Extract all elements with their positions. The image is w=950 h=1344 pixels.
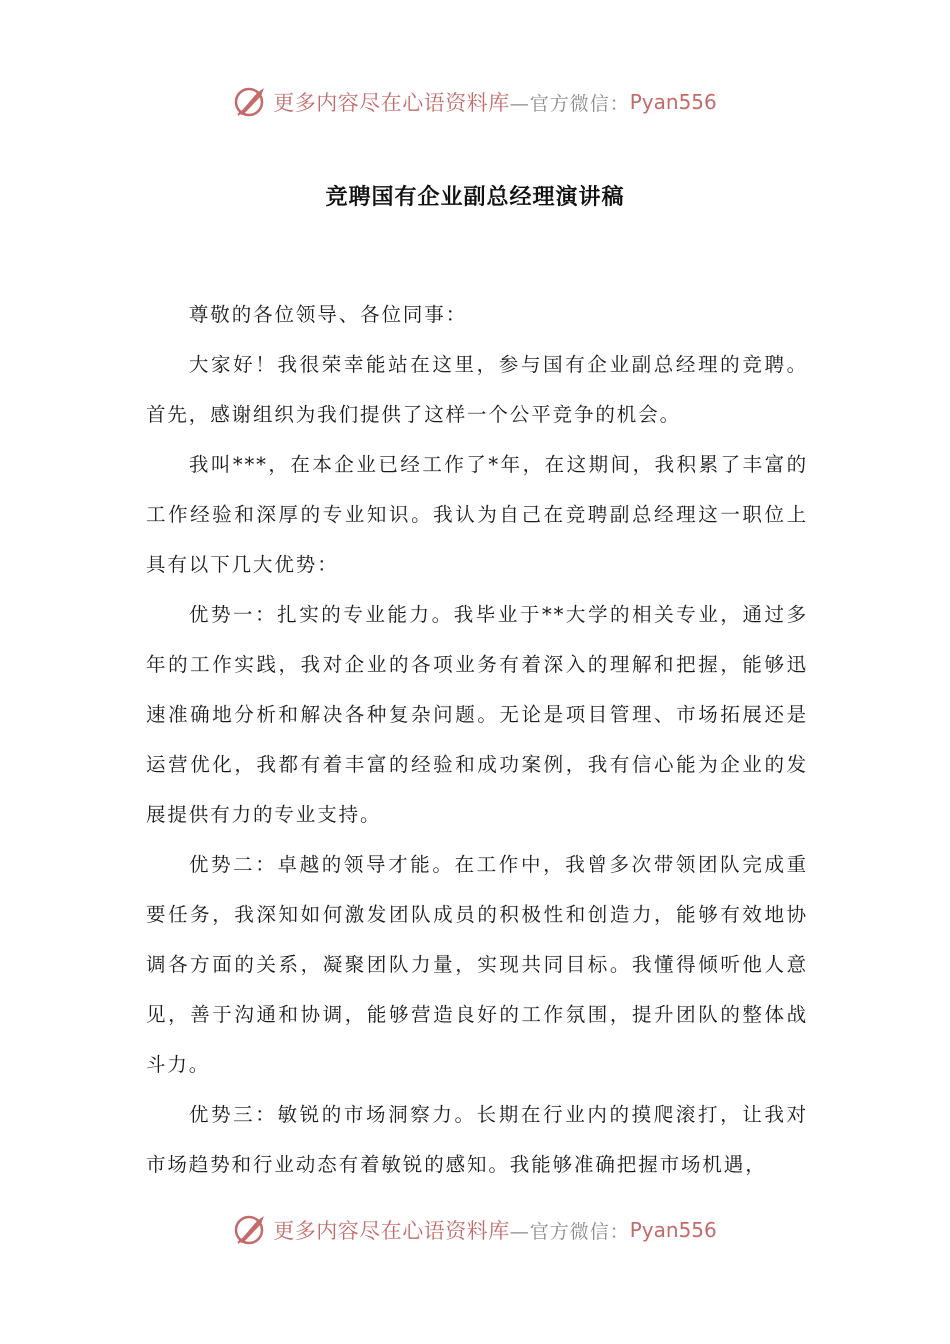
paragraph-advantage-three: 优势三：敏锐的市场洞察力。长期在行业内的摸爬滚打，让我对市场趋势和行业动态有着敏锐的感知。我能够准确把握市场机遇，	[146, 1103, 808, 1176]
pen-nib-logo-icon	[233, 1212, 269, 1248]
watermark-sub-text: —官方微信：	[509, 1220, 630, 1243]
paragraph-salutation: 尊敬的各位领导、各位同事：	[188, 303, 468, 326]
paragraph-greeting: 大家好！我很荣幸能站在这里，参与国有企业副总经理的竞聘。首先，感谢组织为我们提供了这样一个公平竞争的机会。	[146, 353, 808, 426]
header-watermark	[0, 82, 950, 122]
watermark-sub-text: —官方微信：	[509, 92, 630, 115]
watermark-wechat-id: Pyan556	[629, 1218, 717, 1242]
document-body	[146, 290, 808, 1190]
watermark-main-text: 更多内容尽在心语资料库	[273, 1219, 510, 1243]
footer-watermark	[0, 1210, 950, 1250]
document-title: 竞聘国有企业副总经理演讲稿	[325, 184, 625, 210]
pen-nib-logo-icon	[233, 84, 269, 120]
paragraph-advantage-two: 优势二：卓越的领导才能。在工作中，我曾多次带领团队完成重要任务，我深知如何激发团队成员的积极性和创造力，能够有效地协调各方面的关系，凝聚团队力量，实现共同目标。我懂得倾听他人意见，善于沟通和协调，能够营造良好的工作氛围，提升团队的整体战斗力。	[146, 853, 808, 1076]
paragraph-advantage-one: 优势一：扎实的专业能力。我毕业于**大学的相关专业，通过多年的工作实践，我对企业的各项业务有着深入的理解和把握，能够迅速准确地分析和解决各种复杂问题。无论是项目管理、市场拓展还是运营优化，我都有着丰富的经验和成功案例，我有信心能为企业的发展提供有力的专业支持。	[146, 603, 808, 826]
paragraph-introduction: 我叫***，在本企业已经工作了*年，在这期间，我积累了丰富的工作经验和深厚的专业知识。我认为自己在竞聘副总经理这一职位上具有以下几大优势：	[146, 453, 808, 576]
watermark-wechat-id: Pyan556	[629, 90, 717, 114]
watermark-main-text: 更多内容尽在心语资料库	[273, 91, 510, 115]
